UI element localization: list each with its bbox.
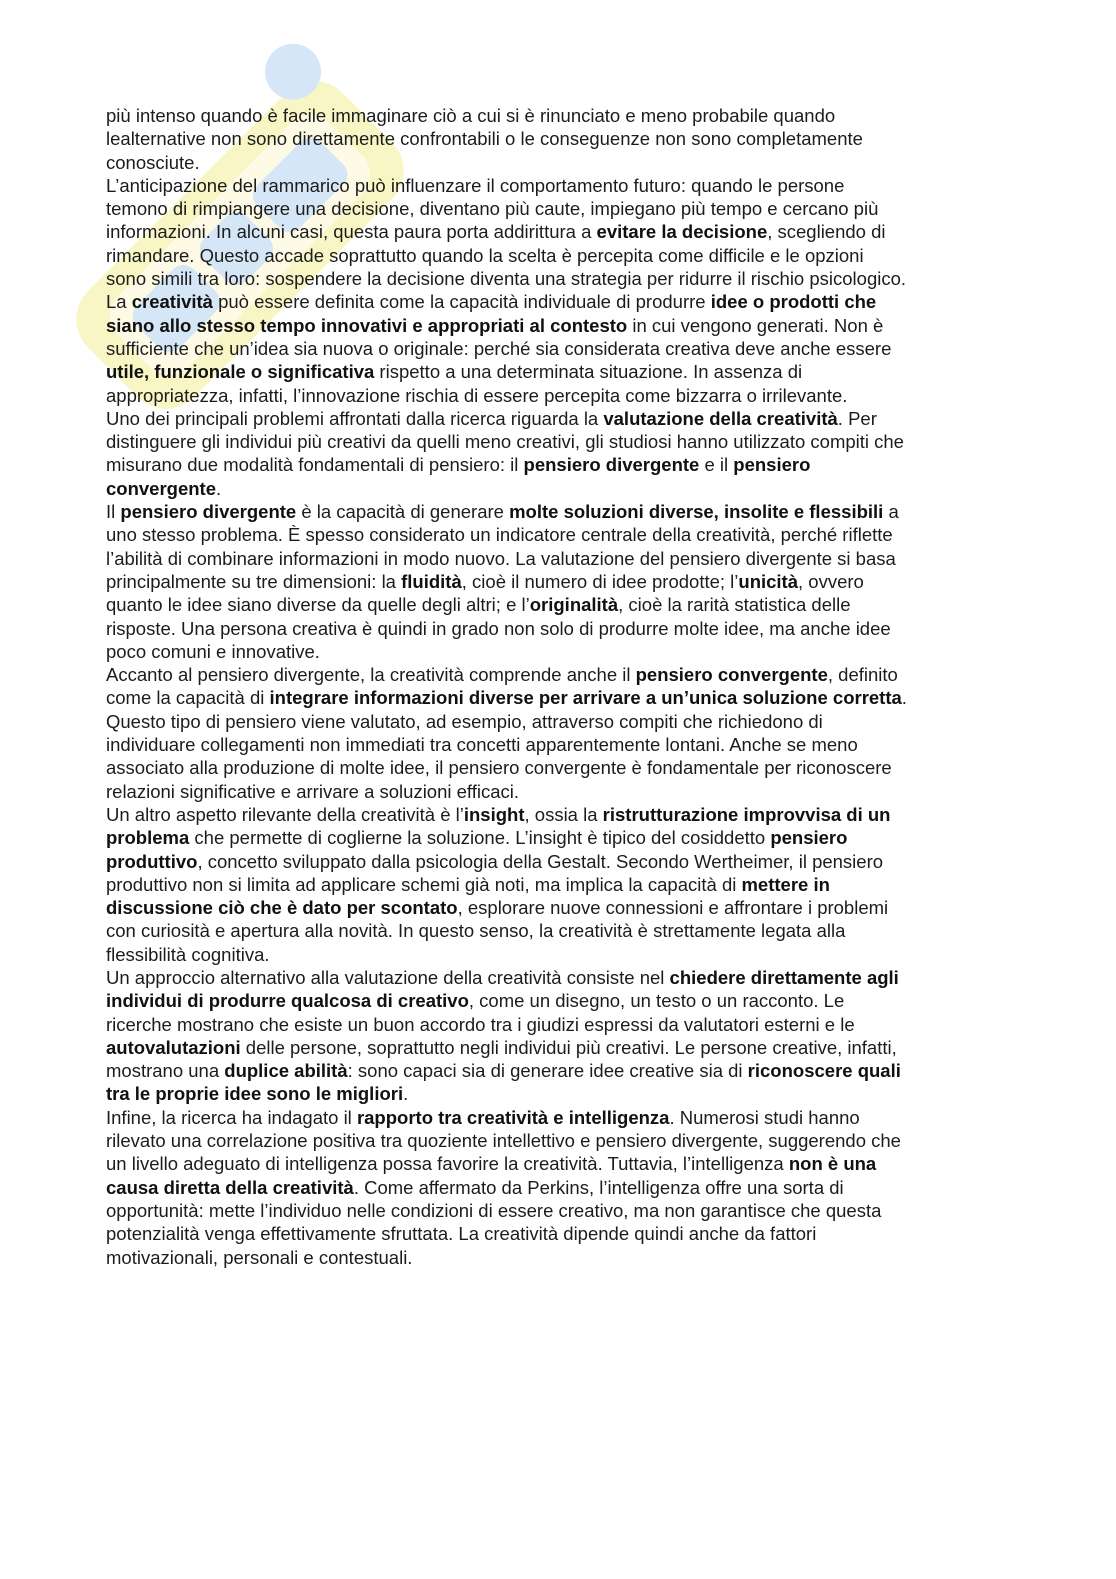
bold-text-run: causa diretta della creatività	[106, 1176, 354, 1198]
text-run: risposte. Una persona creativa è quindi in grado non solo di produrre molte idee, ma anche idee	[106, 617, 891, 639]
text-run: a	[883, 501, 899, 523]
text-line	[106, 663, 1096, 686]
text-run: poco comuni e innovative.	[106, 640, 320, 662]
text-run: uno stesso problema. È spesso considerato un indicatore centrale della creatività, perché riflette	[106, 524, 893, 546]
bold-text-run: non è una	[788, 1153, 877, 1175]
bold-text-run: pensiero convergente	[635, 664, 828, 686]
bold-text-run: siano allo stesso tempo innovativi e appropriati al contesto	[106, 314, 628, 336]
bold-text-run: valutazione della creatività	[603, 407, 838, 429]
text-run: Un approccio alternativo alla valutazione della creatività consiste nel	[106, 966, 670, 988]
text-run: , cioè il numero di idee prodotte; l’	[461, 570, 739, 592]
bold-text-run: pensiero divergente	[523, 454, 700, 476]
text-line	[106, 1222, 1096, 1245]
text-line	[106, 151, 1096, 174]
text-line	[106, 919, 1096, 942]
text-run: misurano due modalità fondamentali di pensiero: il	[106, 454, 524, 476]
bold-text-run: problema	[106, 827, 190, 849]
text-run: L’anticipazione del rammarico può influenzare il comportamento futuro: quando le persone	[106, 174, 845, 196]
text-line	[106, 756, 1096, 779]
text-run: rimandare. Questo accade soprattutto quando la scelta è percepita come difficile e le opzioni	[106, 244, 864, 266]
text-run: , scegliendo di	[767, 221, 886, 243]
text-run: Infine, la ricerca ha indagato il	[106, 1106, 357, 1128]
text-line	[106, 1176, 1096, 1199]
text-line	[106, 826, 1096, 849]
bold-text-run: pensiero	[770, 827, 848, 849]
bold-text-run: insight	[463, 803, 525, 825]
text-run: quanto le idee siano diverse da quelle degli altri; e l’	[106, 594, 530, 616]
text-run: .	[403, 1083, 409, 1105]
text-line	[106, 780, 1096, 803]
text-line	[106, 593, 1096, 616]
text-run: un livello adeguato di intelligenza possa favorire la creatività. Tuttavia, l’intelligenza	[106, 1153, 789, 1175]
text-line	[106, 174, 1096, 197]
text-line	[106, 197, 1096, 220]
bold-text-run: riconoscere quali	[747, 1060, 901, 1082]
text-line	[106, 1036, 1096, 1059]
text-run: ricerche mostrano che esiste un buon accordo tra i giudizi espressi da valutatori esterni e le	[106, 1013, 855, 1035]
text-run: Un altro aspetto rilevante della creatività è l’	[106, 803, 464, 825]
bold-text-run: convergente	[106, 477, 217, 499]
text-run: individuare collegamenti non immediati tra concetti apparentemente lontani. Anche se meno	[106, 734, 858, 756]
text-run: flessibilità cognitiva.	[106, 943, 270, 965]
text-run: Questo tipo di pensiero viene valutato, ad esempio, attraverso compiti che richiedono di	[106, 710, 823, 732]
paragraph	[106, 500, 1096, 663]
paragraph	[106, 663, 1096, 803]
text-run: opportunità: mette l’individuo nelle condizioni di essere creativo, ma non garantisce che questa	[106, 1199, 882, 1221]
text-run: : sono capaci sia di generare idee creative sia di	[347, 1060, 748, 1082]
bold-text-run: chiedere direttamente agli	[669, 966, 899, 988]
bold-text-run: evitare la decisione	[596, 221, 768, 243]
text-run: più intenso quando è facile immaginare ciò a cui si è rinunciato e meno probabile quando	[106, 105, 836, 126]
bold-text-run: pensiero divergente	[120, 501, 297, 523]
text-run: relazioni significative e arrivare a soluzioni efficaci.	[106, 780, 520, 802]
text-line	[106, 896, 1096, 919]
text-run: motivazionali, personali e contestuali.	[106, 1246, 413, 1268]
text-line	[106, 1106, 1096, 1129]
text-line	[106, 244, 1096, 267]
text-run: rispetto a una determinata situazione. In assenza di	[374, 361, 803, 383]
text-line	[106, 267, 1096, 290]
text-run: temono di rimpiangere una decisione, diventano più caute, impiegano più tempo e cercano più	[106, 198, 879, 220]
text-line	[106, 547, 1096, 570]
bold-text-run: rapporto tra creatività e intelligenza	[356, 1106, 670, 1128]
text-line	[106, 803, 1096, 826]
text-line	[106, 850, 1096, 873]
paragraph	[106, 290, 1096, 406]
text-line	[106, 477, 1096, 500]
text-run: . Come affermato da Perkins, l’intelligenza offre una sorta di	[353, 1176, 844, 1198]
bold-text-run: autovalutazioni	[106, 1036, 241, 1058]
text-line	[106, 966, 1096, 989]
text-run: associato alla produzione di molte idee, il pensiero convergente è fondamentale per riconoscere	[106, 757, 892, 779]
text-run: informazioni. In alcuni casi, questa paura porta addirittura a	[106, 221, 597, 243]
text-line	[106, 640, 1096, 663]
text-run: che permette di coglierne la soluzione. L’insight è tipico del cosiddetto	[189, 827, 771, 849]
text-run: può essere definita come la capacità individuale di produrre	[212, 291, 711, 313]
text-run: , come un disegno, un testo o un racconto. Le	[468, 990, 845, 1012]
text-run: Accanto al pensiero divergente, la creatività comprende anche il	[106, 664, 636, 686]
text-run: conosciute.	[106, 151, 200, 173]
text-run: distinguere gli individui più creativi da quelli meno creativi, gli studiosi hanno utilizzato compiti che	[106, 431, 904, 453]
text-run: Uno dei principali problemi affrontati dalla ricerca riguarda la	[106, 407, 604, 429]
text-line	[106, 570, 1096, 593]
text-run: è la capacità di generare	[296, 501, 510, 523]
text-line	[106, 1013, 1096, 1036]
text-line	[106, 943, 1096, 966]
bold-text-run: molte soluzioni diverse, insolite e flessibili	[509, 501, 884, 523]
paragraph	[106, 1106, 1096, 1269]
text-line	[106, 686, 1096, 709]
text-line	[106, 1059, 1096, 1082]
bold-text-run: ristrutturazione improvvisa di un	[602, 803, 891, 825]
text-line	[106, 407, 1096, 430]
text-run: rilevato una correlazione positiva tra quoziente intellettivo e pensiero divergente, suggerendo che	[106, 1130, 901, 1152]
document-page	[106, 104, 1096, 1269]
text-run: e il	[699, 454, 734, 476]
paragraph	[106, 104, 1096, 174]
text-line	[106, 873, 1096, 896]
text-line	[106, 733, 1096, 756]
text-run: , ossia la	[524, 803, 603, 825]
bold-text-run: discussione ciò che è dato per scontato	[106, 897, 458, 919]
text-run: sono simili tra loro: sospendere la decisione diventa una strategia per ridurre il rischio psicologico.	[106, 268, 907, 290]
text-line	[106, 523, 1096, 546]
paragraph	[106, 966, 1096, 1106]
text-run: l’abilità di combinare informazioni in modo nuovo. La valutazione del pensiero divergente si basa	[106, 547, 896, 569]
text-run: , definito	[827, 664, 898, 686]
paragraph	[106, 174, 1096, 290]
text-run: lealternative non sono direttamente confrontabili o le conseguenze non sono completamente	[106, 128, 863, 150]
bold-text-run: duplice abilità	[224, 1060, 348, 1082]
text-line	[106, 127, 1096, 150]
bold-text-run: individui di produrre qualcosa di creativo	[106, 990, 469, 1012]
text-line	[106, 710, 1096, 733]
text-line	[106, 220, 1096, 243]
text-line	[106, 337, 1096, 360]
text-line	[106, 384, 1096, 407]
text-line	[106, 430, 1096, 453]
text-line	[106, 1129, 1096, 1152]
text-run: , cioè la rarità statistica delle	[618, 594, 851, 616]
text-line	[106, 1152, 1096, 1175]
text-run: , concetto sviluppato dalla psicologia della Gestalt. Secondo Wertheimer, il pensiero	[197, 850, 884, 872]
text-line	[106, 1082, 1096, 1105]
text-line	[106, 360, 1096, 383]
text-run: produttivo non si limita ad applicare schemi già noti, ma implica la capacità di	[106, 873, 742, 895]
text-run: . Numerosi studi hanno	[669, 1106, 860, 1128]
paragraph	[106, 803, 1096, 966]
paragraph	[106, 407, 1096, 500]
text-run: Il	[106, 501, 121, 523]
bold-text-run: pensiero	[733, 454, 811, 476]
bold-text-run: fluidità	[401, 570, 462, 592]
text-run: , ovvero	[798, 570, 864, 592]
bold-text-run: integrare informazioni diverse per arrivare a un’unica soluzione corretta	[269, 687, 902, 709]
text-run: appropriatezza, infatti, l’innovazione rischia di essere percepita come bizzarra o irrilevante.	[106, 384, 848, 406]
bold-text-run: creatività	[131, 291, 213, 313]
bold-text-run: unicità	[738, 570, 799, 592]
text-line	[106, 104, 1096, 127]
text-run: potenzialità venga effettivamente sfruttata. La creatività dipende quindi anche da fattori	[106, 1223, 817, 1245]
bold-text-run: utile, funzionale o significativa	[106, 361, 375, 383]
text-run: sufficiente che un’idea sia nuova o originale: perché sia considerata creativa deve anche essere	[106, 337, 892, 359]
text-run: come la capacità di	[106, 687, 270, 709]
bold-text-run: tra le proprie idee sono le migliori	[106, 1083, 404, 1105]
bold-text-run: produttivo	[106, 850, 198, 872]
text-run: La	[106, 291, 132, 313]
text-line	[106, 453, 1096, 476]
text-line	[106, 989, 1096, 1012]
text-run: , esplorare nuove connessioni e affrontare i problemi	[457, 897, 889, 919]
text-run: .	[216, 477, 222, 499]
text-line	[106, 617, 1096, 640]
text-run: mostrano una	[106, 1060, 225, 1082]
text-line	[106, 1199, 1096, 1222]
text-line	[106, 500, 1096, 523]
text-run: principalmente su tre dimensioni: la	[106, 570, 402, 592]
text-line	[106, 314, 1096, 337]
bold-text-run: idee o prodotti che	[710, 291, 877, 313]
text-run: . Per	[837, 407, 877, 429]
bold-text-run: originalità	[529, 594, 619, 616]
text-run: in cui vengono generati. Non è	[627, 314, 884, 336]
text-run: con curiosità e apertura alla novità. In questo senso, la creatività è strettamente legata alla	[106, 920, 846, 942]
bold-text-run: mettere in	[741, 873, 830, 895]
text-line	[106, 1246, 1096, 1269]
text-line	[106, 290, 1096, 313]
text-run: delle persone, soprattutto negli individui più creativi. Le persone creative, infatti,	[240, 1036, 897, 1058]
text-run: .	[901, 687, 907, 709]
